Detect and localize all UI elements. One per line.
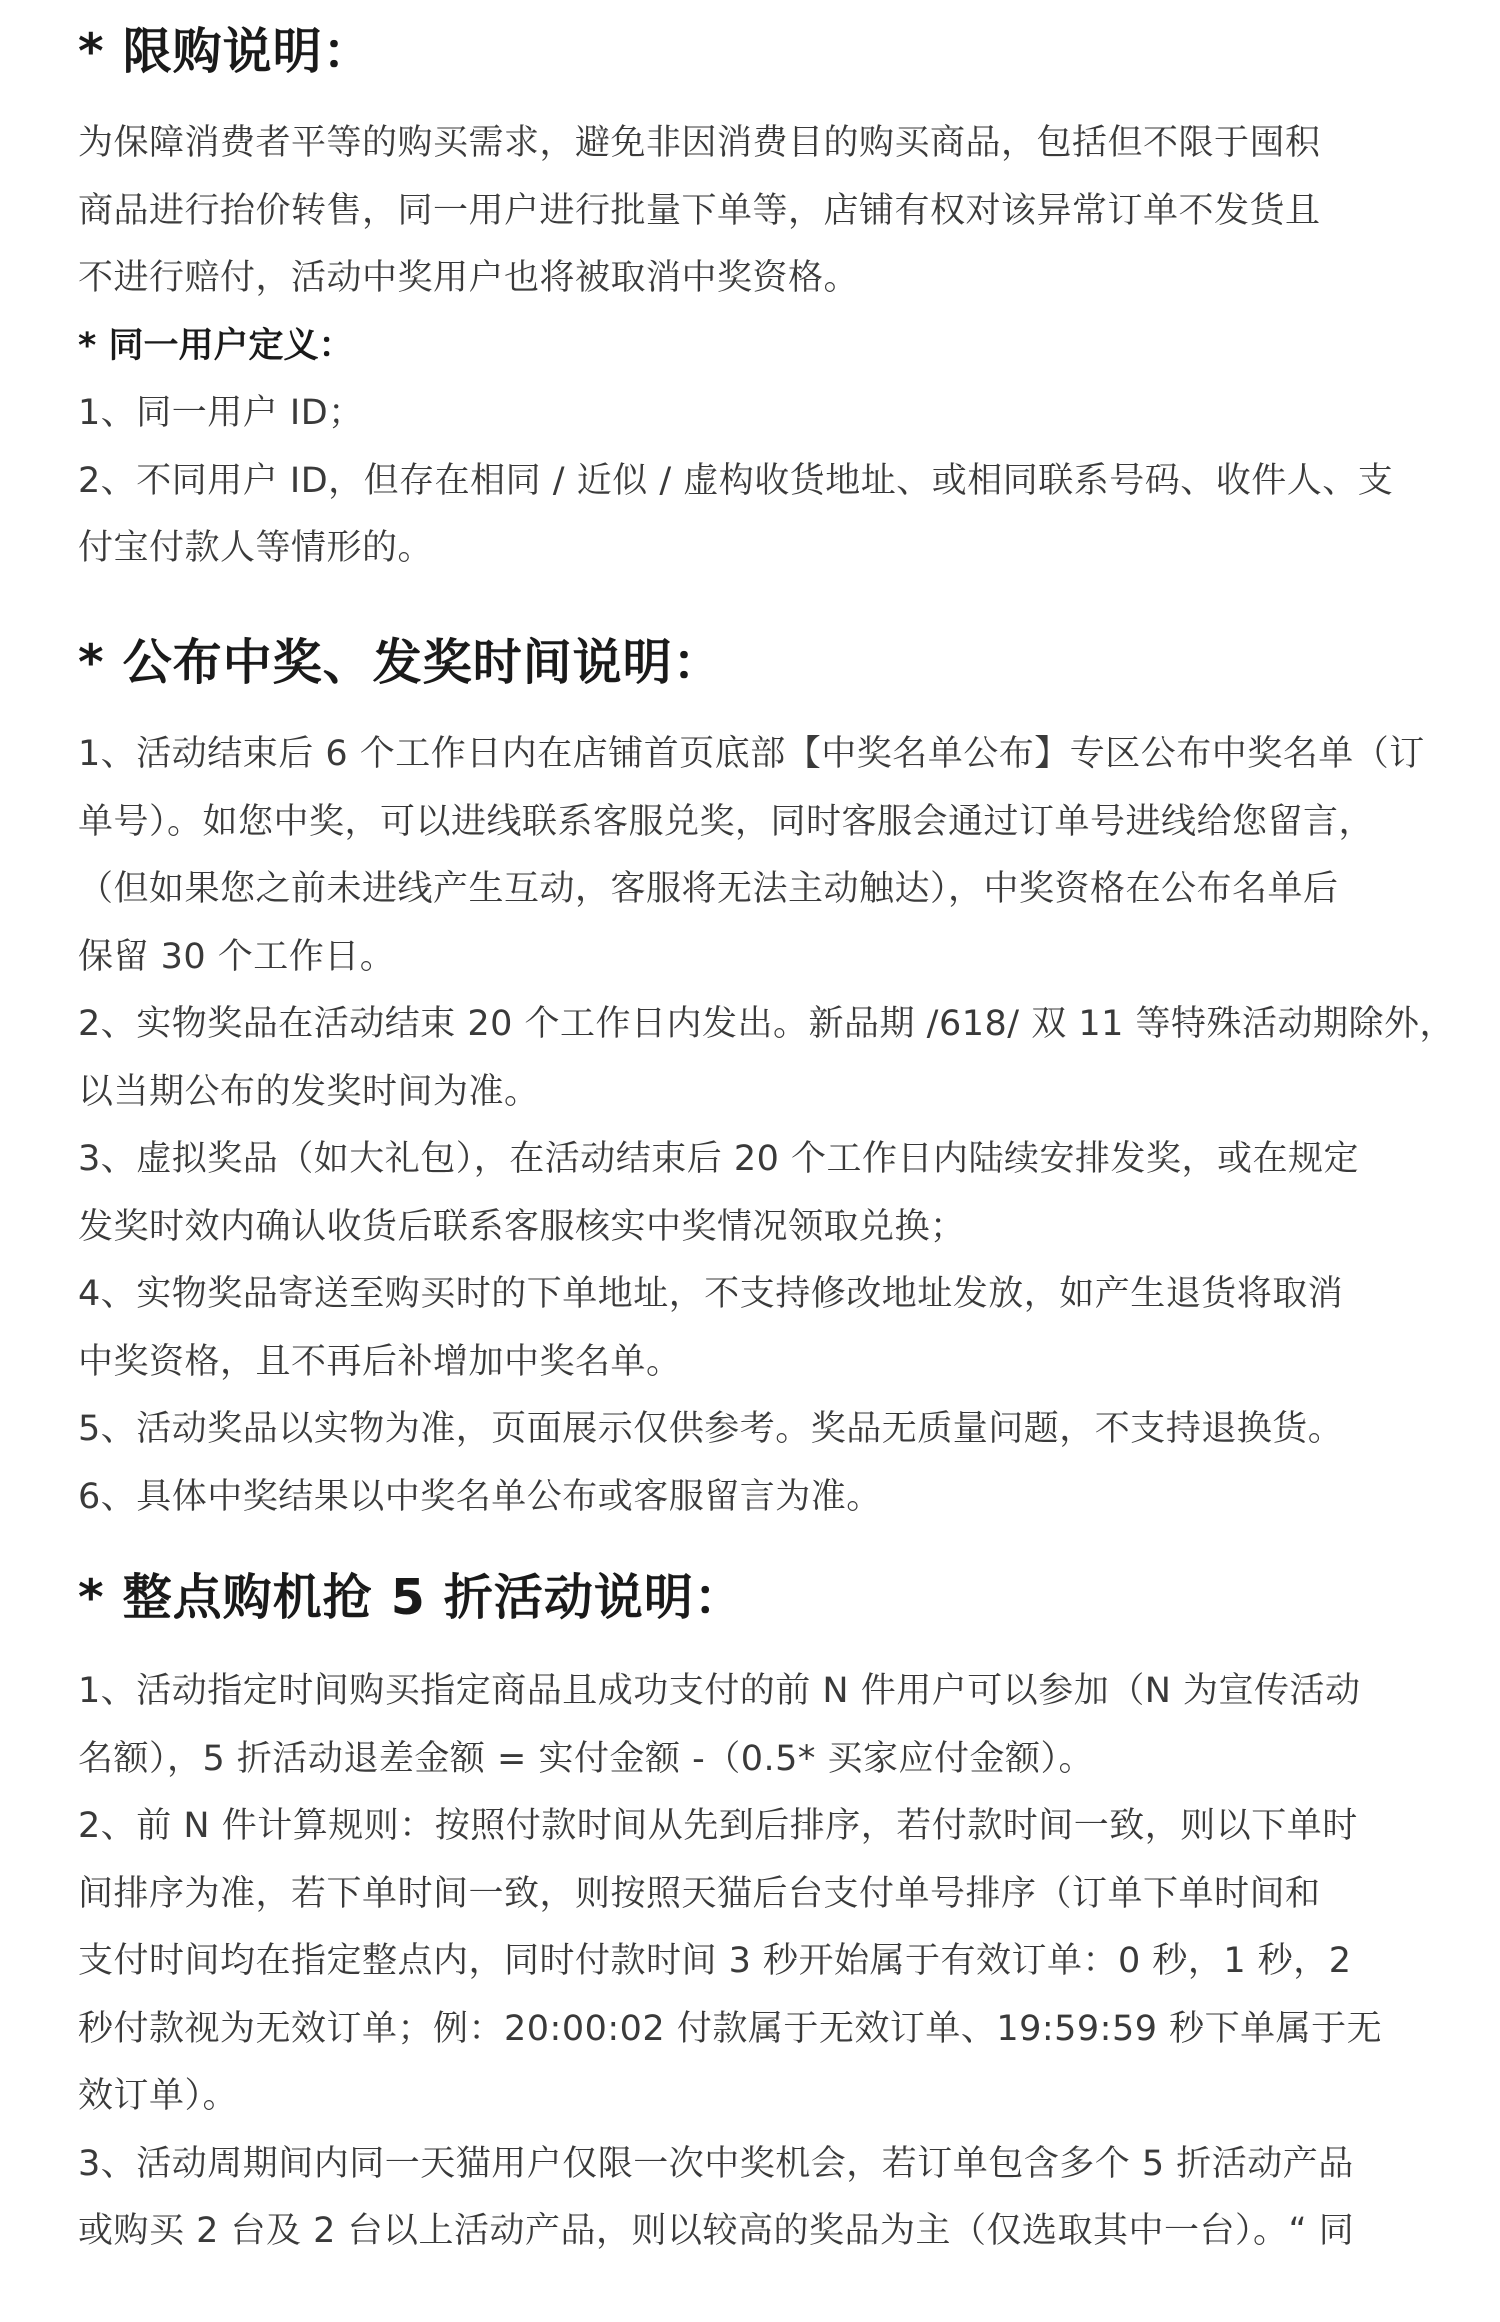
half-price-event-heading: * 整点购机抢 5 折活动说明： (78, 1569, 744, 1626)
paragraph-line: 支付时间均在指定整点内，同时付款时间 3 秒开始属于有效订单：0 秒，1 秒，2 (78, 1941, 1352, 1981)
purchase-limit-body (78, 110, 1448, 583)
paragraph-line: 不进行赔付，活动中奖用户也将被取消中奖资格。 (78, 258, 860, 298)
paragraph-line: 2、实物奖品在活动结束 20 个工作日内发出。新品期 /618/ 双 11 等特殊活动期除外， (78, 1004, 1455, 1044)
paragraph-line: 3、虚拟奖品（如大礼包），在活动结束后 20 个工作日内陆续安排发奖，或在规定 (78, 1139, 1360, 1179)
paragraph-line: 效订单）。 (78, 2076, 239, 2116)
paragraph-line: 5、活动奖品以实物为准，页面展示仅供参考。奖品无质量问题，不支持退换货。 (78, 1409, 1344, 1449)
paragraph-line: 以当期公布的发奖时间为准。 (78, 1071, 540, 1112)
paragraph-line: 发奖时效内确认收货后联系客服核实中奖情况领取兑换； (78, 1206, 966, 1247)
paragraph-line: 1、同一用户 ID； (78, 393, 364, 433)
purchase-limit-section (78, 22, 1448, 583)
paragraph-line: 1、活动指定时间购买指定商品且成功支付的前 N 件用户可以参加（N 为宣传活动 (78, 1671, 1361, 1711)
paragraph-line: 单号）。如您中奖，可以进线联系客服兑奖，同时客服会通过订单号进线给您留言， (78, 801, 1375, 842)
prize-announcement-section (78, 633, 1455, 1531)
prize-announcement-body (78, 721, 1455, 1531)
paragraph-line: 间排序为准，若下单时间一致，则按照天猫后台支付单号排序（订单下单时间和 (78, 1873, 1321, 1914)
paragraph-line: 秒付款视为无效订单；例：20:00:02 付款属于无效订单、19:59:59 秒下单属于无 (78, 2008, 1383, 2049)
paragraph-line: 中奖资格，且不再后补增加中奖名单。 (78, 1341, 682, 1382)
same-user-definition-heading: * 同一用户定义： (78, 325, 354, 366)
paragraph-line: 2、前 N 件计算规则：按照付款时间从先到后排序，若付款时间一致，则以下单时 (78, 1806, 1358, 1846)
half-price-event-section (78, 1568, 1448, 2266)
paragraph-line: 或购买 2 台及 2 台以上活动产品，则以较高的奖品为主（仅选取其中一台）。“ 同 (78, 2211, 1355, 2251)
paragraph-line: 付宝付款人等情形的。 (78, 528, 434, 568)
half-price-event-body (78, 1658, 1448, 2266)
paragraph-line: 2、不同用户 ID，但存在相同 / 近似 / 虚构收货地址、或相同联系号码、收件人、支 (78, 460, 1394, 501)
paragraph-line: 名额），5 折活动退差金额 = 实付金额 -（0.5* 买家应付金额）。 (78, 1738, 1095, 1779)
paragraph-line: （但如果您之前未进线产生互动，客服将无法主动触达），中奖资格在公布名单后 (78, 869, 1339, 909)
paragraph-line: 为保障消费者平等的购买需求，避免非因消费目的购买商品，包括但不限于囤积 (78, 123, 1321, 163)
paragraph-line: 1、活动结束后 6 个工作日内在店铺首页底部【中奖名单公布】专区公布中奖名单（订 (78, 734, 1425, 774)
paragraph-line: 4、实物奖品寄送至购买时的下单地址，不支持修改地址发放，如产生退货将取消 (78, 1274, 1344, 1314)
paragraph-line: 保留 30 个工作日。 (78, 936, 396, 977)
prize-announcement-heading: * 公布中奖、发奖时间说明： (78, 634, 723, 691)
paragraph-line: 3、活动周期间内同一天猫用户仅限一次中奖机会，若订单包含多个 5 折活动产品 (78, 2143, 1354, 2184)
purchase-limit-heading: * 限购说明： (78, 23, 373, 80)
paragraph-line: 6、具体中奖结果以中奖名单公布或客服留言为准。 (78, 1476, 882, 1517)
paragraph-line: 商品进行抬价转售，同一用户进行批量下单等，店铺有权对该异常订单不发货且 (78, 190, 1321, 231)
